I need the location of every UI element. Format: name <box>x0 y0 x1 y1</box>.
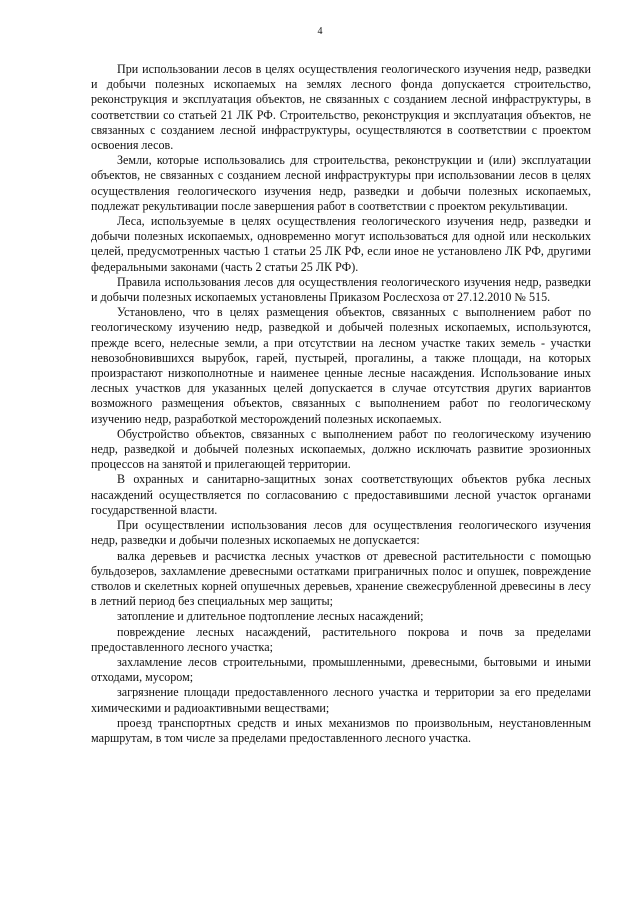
paragraph: При использовании лесов в целях осуществления геологического изучения недр, разведки и добычи полезных ископаемых на землях лесного фонда допускается строительство, реконструкция и эксплуатация объектов, не связанных с созданием лесной инфраструктуры, в соответствии со статьей 21 ЛК РФ. Строительство, реконструкция и эксплуатация объектов, не связанных с созданием лесной инфраструктуры, осуществляются в соответствии с проектом освоения лесов. <box>91 62 591 153</box>
list-item: затопление и длительное подтопление лесных насаждений; <box>117 609 424 624</box>
list-item: захламление лесов строительными, промышленными, древесными, бытовыми и иными отходами, мусором; <box>91 654 591 685</box>
paragraph: При осуществлении использования лесов для осуществления геологического изучения недр, разведки и добычи полезных ископаемых не допускается: <box>91 518 591 548</box>
paragraph: Правила использования лесов для осуществления геологического изучения недр, разведки и добычи полезных ископаемых установлены Приказом Рослесхоза от 27.12.2010 № 515. <box>91 274 591 305</box>
paragraph: Леса, используемые в целях осуществления геологического изучения недр, разведки и добычи полезных ископаемых, одновременно могут использоваться для одной или нескольких целей, предусмотренных частью 1 статьи 25 ЛК РФ, если иное не установлено ЛК РФ, другими федеральными законами (часть 2 статьи 25 ЛК РФ). <box>91 214 591 274</box>
paragraph: Установлено, что в целях размещения объектов, связанных с выполнением работ по геологическому изучению недр, разведкой и добычей полезных ископаемых, используются, прежде всего, нелесные земли, а при отсутствии на лесном участке таких земель - участки невозобновившихся вырубок, гарей, пустырей, прогалины, а также площади, на которых произрастают низкополнотные и наименее ценные лесные насаждения. Использование иных лесных участков для указанных целей допускается в случае отсутствия других вариантов возможного размещения объектов, связанных с выполнением работ по геологическому изучению недр, разработкой месторождений полезных ископаемых. <box>91 305 591 426</box>
document-body <box>91 62 591 746</box>
paragraph: Обустройство объектов, связанных с выполнением работ по геологическому изучению недр, разведкой и добычей полезных ископаемых, должно исключать развитие эрозионных процессов на занятой и прилегающей территории. <box>91 426 591 472</box>
list-item: валка деревьев и расчистка лесных участков от древесной растительности с помощью бульдозеров, захламление древесными остатками приграничных полос и опушек, повреждение стволов и скелетных корней опушечных деревьев, хранение свежесрубленной древесины в лесу в летний период без специальных мер защиты; <box>91 548 591 609</box>
paragraph: В охранных и санитарно-защитных зонах соответствующих объектов рубка лесных насаждений осуществляется по согласованию с предоставившими лесной участок органами государственной власти. <box>91 472 591 517</box>
list-item: загрязнение площади предоставленного лесного участка и территории за его пределами химическими и радиоактивными веществами; <box>91 685 591 715</box>
list-item: проезд транспортных средств и иных механизмов по произвольным, неустановленным маршрутам, в том числе за пределами предоставленного лесного участка. <box>91 715 591 745</box>
paragraph: Земли, которые использовались для строительства, реконструкции и (или) эксплуатации объектов, не связанных с созданием лесной инфраструктуры при использовании лесов в целях осуществления геологического изучения недр, разведки и добычи полезных ископаемых, подлежат рекультивации после завершения работ в соответствии с проектом рекультивации. <box>91 153 591 213</box>
list-item: повреждение лесных насаждений, растительного покрова и почв за пределами предоставленного лесного участка; <box>91 624 591 654</box>
page-number: 4 <box>317 26 323 37</box>
